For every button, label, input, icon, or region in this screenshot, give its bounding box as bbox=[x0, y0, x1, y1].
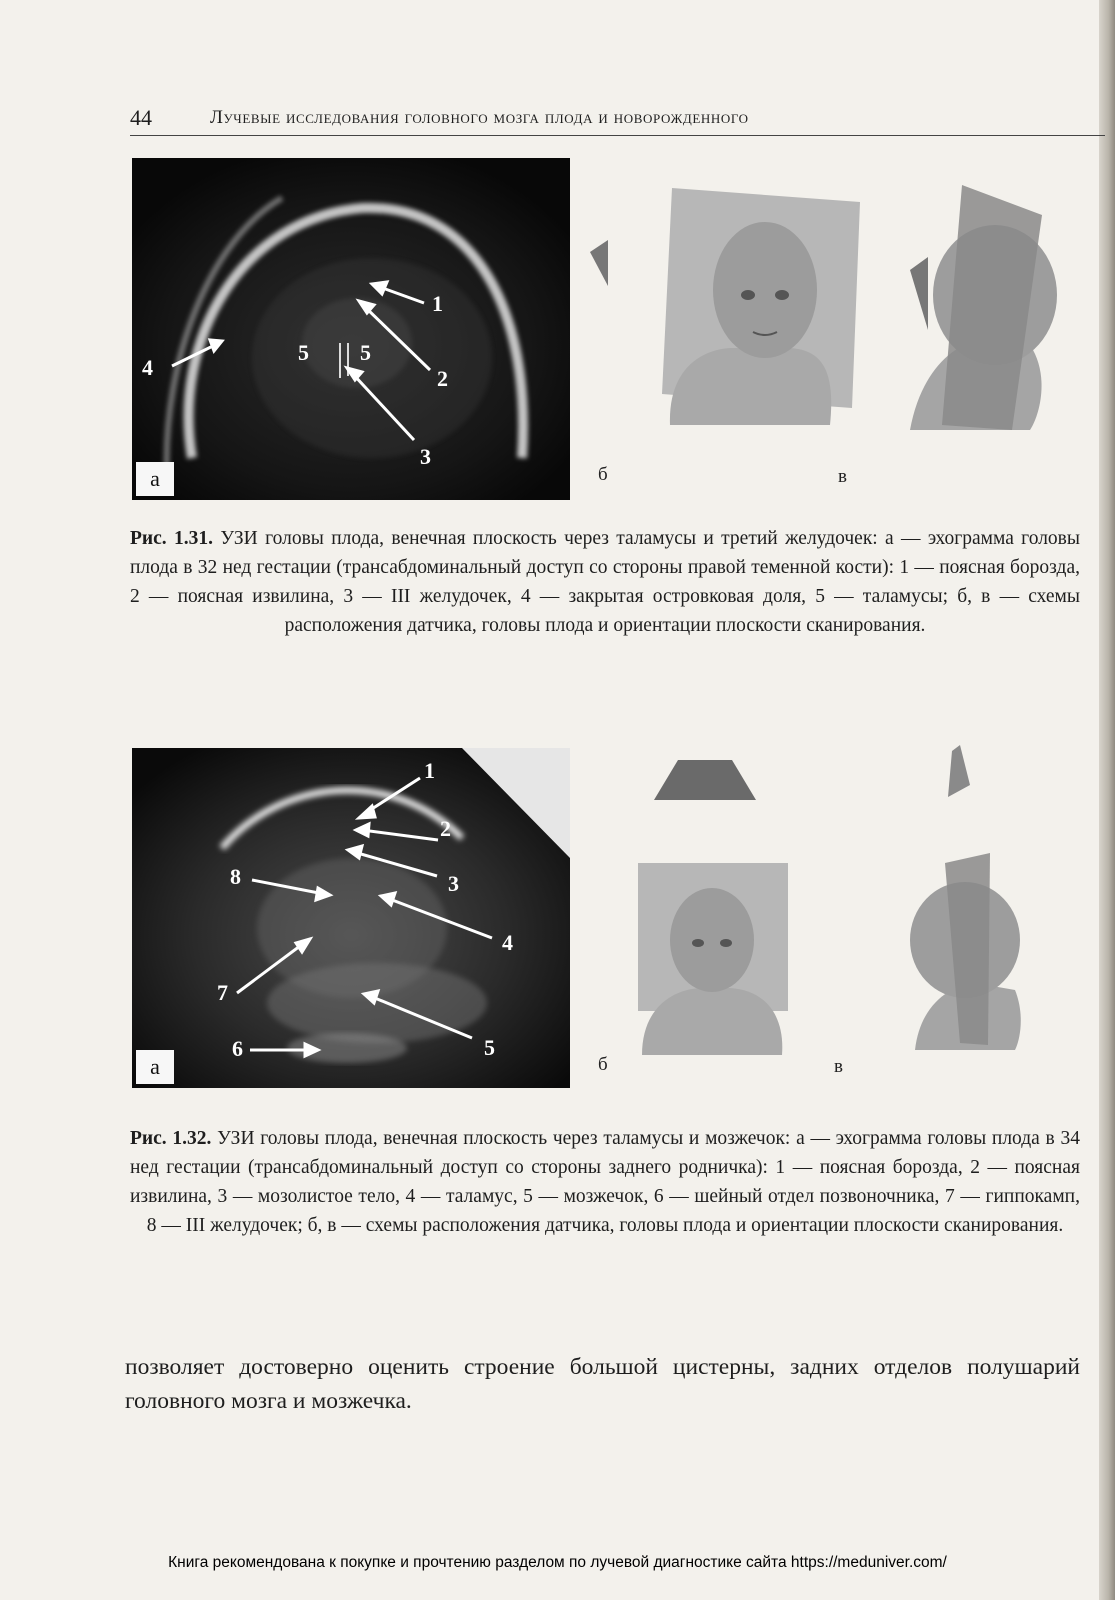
label-1: 1 bbox=[424, 758, 435, 783]
label-2: 2 bbox=[437, 366, 448, 391]
panel-letter-b: б bbox=[598, 464, 608, 485]
schema-front-view-1-32 bbox=[630, 760, 800, 1055]
schema-side-view-1-32 bbox=[900, 745, 1040, 1055]
running-head bbox=[130, 103, 1105, 136]
caption-label: Рис. 1.32. bbox=[130, 1128, 212, 1149]
figure-caption-1-31 bbox=[130, 524, 1080, 640]
label-1: 1 bbox=[432, 291, 443, 316]
label-3: 3 bbox=[420, 444, 431, 469]
book-spine-edge bbox=[1099, 0, 1115, 1600]
ultrasound-graphic bbox=[132, 158, 570, 500]
label-5-right: 5 bbox=[360, 340, 371, 365]
ultrasound-graphic bbox=[132, 748, 570, 1088]
body-paragraph: позволяет достоверно оценить строение большой цистерны, задних отделов полушарий головного мозга и мозжечка. bbox=[125, 1354, 1080, 1414]
panel-letter-a: а bbox=[136, 1050, 174, 1084]
running-title: Лучевые исследования головного мозга плода и новорожденного bbox=[210, 107, 749, 128]
label-6: 6 bbox=[232, 1036, 243, 1061]
label-2: 2 bbox=[440, 816, 451, 841]
panel-letter-c: в bbox=[838, 466, 847, 487]
caption-label: Рис. 1.31. bbox=[130, 528, 214, 549]
panel-letter-c: в bbox=[834, 1056, 843, 1077]
page-number: 44 bbox=[130, 105, 152, 130]
label-3: 3 bbox=[448, 871, 459, 896]
label-8: 8 bbox=[230, 864, 241, 889]
footer-note: Книга рекомендована к покупке и прочтению разделом по лучевой диагностике сайта https://meduniver.com/ bbox=[168, 1554, 947, 1571]
label-4: 4 bbox=[142, 355, 153, 380]
caption-text: УЗИ головы плода, венечная плоскость через таламусы и третий желудочек: а — эхограмма головы плода в 32 нед гестации (трансабдоминальный доступ со стороны правой теменной кости): 1 — поясная борозда, 2 — поясная извилина, 3 — III желудочек, 4 — закрытая островковая доля, 5 — таламусы; б, в — схемы расположения датчика, головы плода и ориентации плоскости сканирования. bbox=[130, 528, 1080, 636]
label-4: 4 bbox=[502, 930, 513, 955]
panel-letter-a: а bbox=[136, 462, 174, 496]
ultrasound-image-1-32 bbox=[132, 748, 570, 1088]
caption-text: УЗИ головы плода, венечная плоскость через таламусы и мозжечок: а — эхограмма головы плода в 34 нед гестации (трансабдоминальный доступ со стороны заднего родничка): 1 — поясная борозда, 2 — поясная извилина, 3 — мозолистое тело, 4 — таламус, 5 — мозжечок, 6 — шейный отдел позвоночника, 7 — гиппокамп, 8 — III желудочек; б, в — схемы расположения датчика, головы плода и ориентации плоскости сканирования. bbox=[130, 1128, 1080, 1236]
label-5: 5 bbox=[484, 1035, 495, 1060]
figure-caption-1-32 bbox=[130, 1124, 1080, 1240]
label-7: 7 bbox=[217, 980, 228, 1005]
schema-front-view-1-31 bbox=[590, 180, 880, 440]
label-5-left: 5 bbox=[298, 340, 309, 365]
panel-letter-b: б bbox=[598, 1054, 608, 1075]
schema-side-view-1-31 bbox=[880, 185, 1070, 435]
ultrasound-image-1-31 bbox=[132, 158, 570, 500]
